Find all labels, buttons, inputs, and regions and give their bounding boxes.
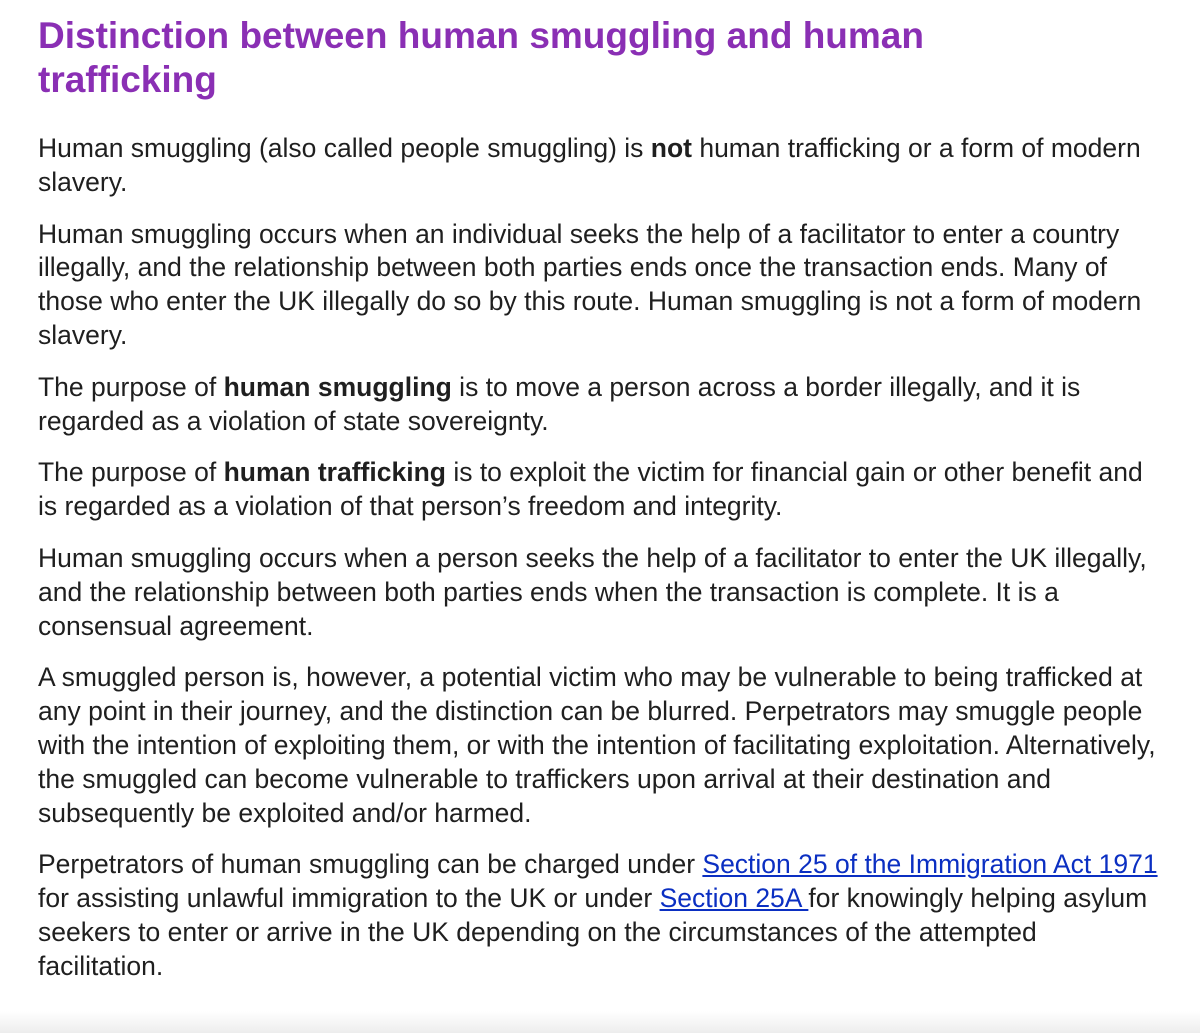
bottom-edge-shadow xyxy=(0,1011,1200,1033)
p7-text-mid: for assisting unlawful immigration to the UK or under xyxy=(38,883,660,914)
paragraph-charges xyxy=(38,848,1168,983)
p3-text-start: The purpose of xyxy=(38,371,224,402)
link-section-25a[interactable]: Section 25A xyxy=(659,883,809,914)
p1-bold-not: not xyxy=(650,133,692,163)
paragraph-smuggling-definition: Human smuggling occurs when an individual seeks the help of a facilitator to enter a country illegally, and the relationship between both parties ends once the transaction ends. Many of those who enter the UK illegally do so by this route. Human smuggling is not a form of modern slavery. xyxy=(38,218,1142,350)
section-heading: Distinction between human smuggling and human trafficking xyxy=(38,15,924,100)
paragraph-potential-victim: A smuggled person is, however, a potential victim who may be vulnerable to being trafficked at any point in their journey, and the distinction can be blurred. Perpetrators may smuggle people with the intention of exploiting them, or with the intention of facilitating exploitation. Alternatively, the smuggled can become vulnerable to traffickers upon arrival at their destination and subsequently be exploited and/or harmed. xyxy=(38,662,1156,828)
p4-bold-term: human trafficking xyxy=(223,457,446,488)
paragraph-not-trafficking xyxy=(38,132,1168,200)
paragraph-consensual-agreement: Human smuggling occurs when a person seeks the help of a facilitator to enter the UK illegally, and the relationship between both parties ends when the transaction is complete. It is a consensual agreement. xyxy=(38,542,1147,641)
paragraph-purpose-trafficking xyxy=(38,456,1168,524)
p3-bold-term: human smuggling xyxy=(223,371,452,402)
link-section-25-immigration-act[interactable]: Section 25 of the Immigration Act 1971 xyxy=(702,849,1158,880)
p7-text-end: for knowingly helping asylum seekers to enter or arrive in the UK depending on the circumstances of the attempted facilitation. xyxy=(38,883,1148,981)
document-page xyxy=(38,14,1168,1002)
p1-text-start: Human smuggling (also called people smuggling) is xyxy=(38,133,651,163)
p1-text-end: human trafficking or a form of modern slavery. xyxy=(38,133,1141,197)
p4-text-end: is to exploit the victim for financial gain or other benefit and is regarded as a violation of that person’s freedom and integrity. xyxy=(38,457,1143,522)
p3-text-end: is to move a person across a border illegally, and it is regarded as a violation of state sovereignty. xyxy=(38,371,1081,436)
p4-text-start: The purpose of xyxy=(38,457,224,488)
p7-text-start: Perpetrators of human smuggling can be charged under xyxy=(38,849,703,880)
paragraph-purpose-smuggling xyxy=(38,371,1168,439)
